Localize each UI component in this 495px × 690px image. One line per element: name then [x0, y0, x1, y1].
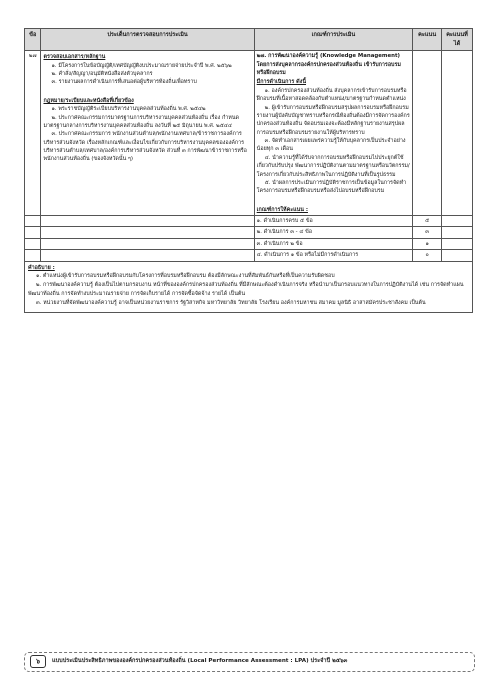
scoring-level-row	[25, 216, 473, 227]
score-cell	[413, 51, 442, 216]
scoring-level-label: ๓. ดำเนินการ ๒ ข้อ	[254, 238, 413, 249]
scoring-heading: เกณฑ์การให้คะแนน :	[256, 206, 308, 213]
law-item: ๑. พระราชบัญญัติระเบียบบริหารงานบุคคลส่วนท้องถิ่น พ.ศ. ๒๕๔๒	[51, 106, 206, 113]
table-header-row	[25, 29, 473, 51]
scoring-level-score: ๓	[413, 227, 442, 238]
header-criteria: ประเด็นการตรวจสอบการประเมิน	[41, 29, 254, 51]
row-number-text: ๒๗	[28, 53, 37, 60]
scoring-level-label: ๔. ดำเนินการ ๑ ข้อ หรือไม่มีการดำเนินการ	[254, 250, 413, 261]
explanation-item: ๒. การพัฒนาองค์ความรู้ ต้องเป็นไปตามกรอบงาน หน้าที่ขององค์กรปกครองส่วนท้องถิ่น ที่มีลักษณะต้องดำเนินการจริง หรือนำมาเป็นกรอบแนวทางในการปฏิบัติงานได้ เช่น การจัดทำแผนพัฒนาท้องถิ่น การจัดทำงบประมาณรายจ่าย การจัดเก็บรายได้ การจัดซื้อจัดจ้าง รายได้ เป็นต้น	[28, 282, 464, 298]
header-score: คะแนน	[413, 29, 442, 51]
scoring-level-label: ๑. ดำเนินการครบ ๕ ข้อ	[254, 216, 413, 227]
document-item: ๒. คำสั่ง/สัญญา/อนุมัติหนังสือส่งตัวบุคลากร	[51, 71, 153, 78]
documents-heading: ตรวจสอบเอกสาร/หลักฐาน	[43, 54, 106, 61]
action-item: ๔. นำความรู้ที่ได้รับจากการอบรมหรือฝึกอบรมไปประยุกต์ใช้เกี่ยวกับปรับปรุง พัฒนาการปฏิบัติงานตามมาตรฐานหรือนวัตกรรม/โครงการเกี่ยวกับประสิทธิภาพในการปฏิบัติงานที่เป็นรูปธรรม	[256, 154, 410, 178]
scoring-level-score: ๕	[413, 216, 442, 227]
laws-heading: กฎหมาย/ระเบียบและหนังสือที่เกี่ยวข้อง	[43, 97, 134, 104]
assessment-page	[24, 28, 473, 313]
explanation-title: คำอธิบาย :	[28, 264, 55, 271]
action-item: ๑. องค์กรปกครองส่วนท้องถิ่น ส่งบุคลากรเข้ารับการอบรมหรือฝึกอบรมที่เนื้อหาสอดคล้องกับตำแหน่ง/มาตรฐานกำหนดตำแหน่ง	[256, 87, 407, 103]
assessment-table	[24, 28, 473, 262]
explanation-item: ๑. ตำแหน่งผู้เข้ารับการอบรมหรือฝึกอบรมกับโครงการที่อบรมหรือฝึกอบรม ต้องมีลักษณะงานที่สัมพันธ์กันหรือที่เป็นความรับผิดชอบ	[36, 273, 335, 280]
action-item: ๕. นำผลการประเมินการปฏิบัติราชการเป็นข้อมูลในการจัดทำโครงการอบรมหรือฝึกอบรมหรือส่งไปอบรมหรือฝึกอบรม	[256, 179, 407, 195]
explanation-item: ๓. หน่วยงานที่จัดพัฒนาองค์ความรู้ อาจเป็นหน่วยงานราชการ รัฐวิสาหกิจ มหาวิทยาลัย วิทยาลัย โรงเรียน องค์การมหาชน สมาคม มูลนิธิ อาสาสมัครประชาสังคม เป็นต้น	[36, 300, 426, 307]
page-footer	[24, 652, 473, 672]
criterion-title: ๒๗. การพัฒนาองค์ความรู้ (Knowledge Management) โดยการส่งบุคลากรองค์กรปกครองส่วนท้องถิ่น เข้ารับการอบรมหรือฝึกอบรม	[256, 53, 401, 77]
header-score-obtained: คะแนนที่ได้	[442, 29, 473, 51]
footer-text: แบบประเมินประสิทธิภาพขององค์กรปกครองส่วนท้องถิ่น (Local Performance Assessment : LPA) ประจำปี ๒๕๖๓	[52, 658, 348, 664]
header-evaluation: เกณฑ์การประเมิน	[254, 29, 413, 51]
page-number: ๖	[30, 655, 46, 668]
table-row	[25, 51, 473, 216]
scoring-level-row	[25, 227, 473, 238]
score-obtained-cell	[442, 51, 473, 216]
scoring-level-row	[25, 250, 473, 261]
row-number	[25, 51, 41, 216]
action-item: ๓. จัดทำเอกสารเผยแพร่ความรู้ให้กับบุคลากรเป็นประจำอย่างน้อยทุก ๓ เดือน	[256, 138, 406, 153]
header-no: ข้อ	[25, 29, 41, 51]
action-item: ๒. ผู้เข้ารับการอบรมหรือฝึกอบรมสรุปผลการอบรมหรือฝึกอบรมรายงานผู้บังคับบัญชาทราบหรือกรณีท้องถิ่นต้องมีการจัดการองค์กรปกครองส่วนท้องถิ่น จัดอบรมเองจะต้องมีหลักฐานรายงานสรุปผลการอบรมหรือฝึกอบรมรายงานให้ผู้บริหารทราบ	[256, 104, 410, 136]
scoring-level-score: ๑	[413, 238, 442, 249]
evaluation-cell	[254, 51, 413, 216]
scoring-level-score: ๐	[413, 250, 442, 261]
document-item: ๑. มีโครงการในข้อบัญญัติ/เทศบัญญัติงบประมาณรายจ่ายประจำปี พ.ศ. ๒๕๖๒	[51, 62, 232, 69]
explanation-box	[24, 262, 473, 314]
law-item: ๓. ประกาศคณะกรรมการ พนักงานส่วนตำบล/พนักงานเทศบาล/ข้าราชการองค์การบริหารส่วนจังหวัด เรื่องหลักเกณฑ์และเงื่อนไขเกี่ยวกับการบริหารงานบุคคลขององค์การบริหารส่วนตำบล/เทศบาล/องค์การบริหารส่วนจังหวัด ส่วนที่ ๓ การพัฒนาข้าราชการหรือพนักงานส่วนท้องถิ่น (ของจังหวัดนั้น ๆ)	[43, 131, 247, 163]
scoring-level-row	[25, 238, 473, 249]
law-item: ๒. ประกาศคณะกรรมการมาตรฐานการบริหารงานบุคคลส่วนท้องถิ่น เรื่อง กำหนดมาตรฐานกลางการบริหารงานบุคคลส่วนท้องถิ่น ลงวันที่ ๒๕ มิถุนายน พ.ศ. ๒๕๔๔	[43, 114, 240, 129]
actions-heading: มีการดำเนินการ ดังนี้	[256, 79, 307, 86]
document-item: ๓. รายงานผลการดำเนินการที่เสนอต่อผู้บริหารท้องถิ่นเพื่อทราบ	[51, 79, 197, 86]
criteria-cell	[41, 51, 254, 216]
scoring-level-label: ๒. ดำเนินการ ๓ - ๔ ข้อ	[254, 227, 413, 238]
